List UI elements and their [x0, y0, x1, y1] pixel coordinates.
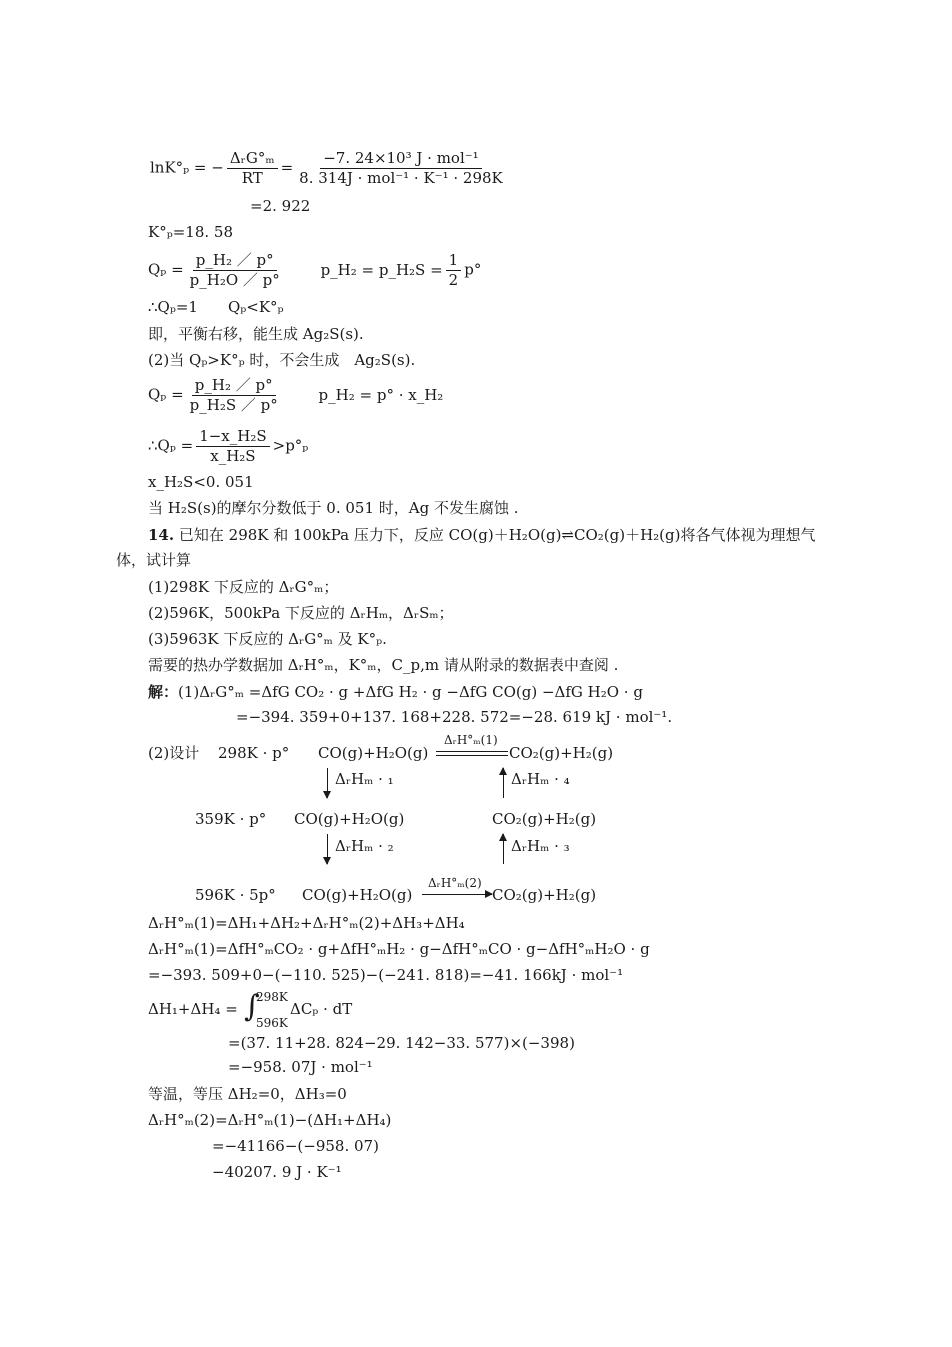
problem-14-note: 需要的热办学数据加 ΔᵣH°ₘ，K°ₘ，C_p,m 请从附录的数据表中查阅 . — [148, 656, 619, 674]
eq-lnkp-lhs: lnK°ₚ = − — [150, 158, 224, 177]
cycle-r1-arrow-label: ΔᵣH°ₘ(1) — [444, 733, 498, 747]
eq-xh2s-limit: x_H₂S<0. 051 — [148, 473, 254, 491]
text-isothermal: 等温，等压 ΔH₂=0，ΔH₃=0 — [148, 1085, 347, 1103]
text-conclusion-2: 当 H₂S(s)的摩尔分数低于 0. 051 时，Ag 不发生腐蚀 . — [148, 499, 519, 517]
eq-qp-compare: ∴Qₚ=1 Qₚ<K°ₚ — [148, 298, 284, 316]
eq-dh2-result: −40207. 9 J · K⁻¹ — [212, 1163, 342, 1181]
cycle-state-1: 298K · p° — [218, 744, 290, 762]
integral-lower-limit: 596K — [256, 1016, 288, 1030]
cycle-r2-reactants: CO(g)+H₂O(g) — [294, 810, 405, 828]
eq-hess-sum: ΔᵣH°ₘ(1)=ΔH₁+ΔH₂+ΔᵣH°ₘ(2)+ΔH₃+ΔH₄ — [148, 914, 465, 932]
solution-part1-result: =−394. 359+0+137. 168+228. 572=−28. 619 kJ · mol⁻¹. — [236, 708, 673, 726]
eq-integral-result: =−958. 07J · mol⁻¹ — [228, 1058, 373, 1076]
eq-integral-values: =(37. 11+28. 824−29. 142−33. 577)×(−398) — [228, 1034, 575, 1052]
problem-14-part3: (3)5963K 下反应的 ΔᵣG°ₘ 及 K°ₚ. — [148, 630, 387, 648]
fraction-dg-rt: $\frac{\text{ΔᵣG°ₘ}}{RT}$ — [227, 150, 278, 187]
cycle-r3-arrow-label: ΔᵣH°ₘ(2) — [428, 876, 482, 890]
solution-part1: 解：(1)ΔᵣG°ₘ =ΔfG CO₂ · g +ΔfG H₂ · g −ΔfG CO(g) −ΔfG H₂O · g — [148, 683, 643, 701]
problem-14-continuation: 体，试计算 — [116, 551, 192, 569]
cycle-label: (2)设计 — [148, 744, 200, 762]
cycle-dh3: ΔᵣHₘ · ₃ — [511, 837, 570, 855]
eq-dh2-values: =−41166−(−958. 07) — [212, 1137, 379, 1155]
eq-formation-result: =−393. 509+0−(−110. 525)−(−241. 818)=−41. 166kJ · mol⁻¹ — [148, 966, 624, 984]
arrow-down-2 — [327, 834, 328, 864]
arrow-up-3 — [503, 834, 504, 864]
cycle-r1-reactants: CO(g)+H₂O(g) — [318, 744, 429, 762]
text-conclusion-1: 即，平衡右移，能生成 Ag₂S(s). — [148, 325, 364, 343]
cycle-dh1: ΔᵣHₘ · ₁ — [335, 770, 394, 788]
cycle-r3-arrow — [422, 894, 492, 895]
eq-formation-enthalpies: ΔᵣH°ₘ(1)=ΔfH°ₘCO₂ · g+ΔfH°ₘH₂ · g−ΔfH°ₘCO · g−ΔfH°ₘH₂O · g — [148, 940, 650, 958]
cycle-r2-products: CO₂(g)+H₂(g) — [492, 810, 597, 828]
eq-kp-value: K°ₚ=18. 58 — [148, 223, 233, 241]
eq-dh2: ΔᵣH°ₘ(2)=ΔᵣH°ₘ(1)−(ΔH₁+ΔH₄) — [148, 1111, 392, 1129]
fraction-values: $\frac{\text{−7. 24×10³ J · mol⁻¹}}{\text{8. 314J · mol⁻¹ · K⁻¹ · 298K}}$ — [299, 149, 503, 187]
cycle-state-2: 359K · p° — [195, 810, 267, 828]
eq-lnkp: lnK°ₚ = − $\frac{\text{ΔᵣG°ₘ}}{RT}$ = $\frac{\text{−7. 24×10³ J · mol⁻¹}}{\text{8. 314J · mol⁻¹ · K⁻¹ · 298K}}$ — [150, 150, 509, 187]
arrow-down-1 — [327, 768, 328, 798]
eq-lnkp-result: =2. 922 — [250, 197, 311, 215]
cycle-r3-reactants: CO(g)+H₂O(g) — [302, 886, 413, 904]
eq-qp-definition-2: Qₚ = $\frac{\text{p\_H₂ ／ p°}}{\text{p\_H₂S ／ p°}}$ p_H₂ = p° · x_H₂ — [148, 376, 444, 414]
cycle-dh4: ΔᵣHₘ · ₄ — [511, 770, 570, 788]
cycle-state-3: 596K · 5p° — [195, 886, 276, 904]
cycle-r1-products: CO₂(g)+H₂(g) — [509, 744, 614, 762]
problem-14-statement: 14. 已知在 298K 和 100kPa 压力下，反应 CO(g)＋H₂O(g)⇌CO₂(g)＋H₂(g)将各气体视为理想气 — [148, 526, 816, 544]
problem-14-part2: (2)596K，500kPa 下反应的 ΔᵣHₘ，ΔᵣSₘ； — [148, 604, 454, 622]
cycle-r1-equal-arrow — [436, 751, 508, 756]
text-part-2: (2)当 Qₚ>K°ₚ 时，不会生成 Ag₂S(s). — [148, 351, 416, 369]
problem-14-part1: (1)298K 下反应的 ΔᵣG°ₘ； — [148, 578, 339, 596]
integral-sign: ∫ — [244, 989, 260, 1024]
arrow-up-4 — [503, 768, 504, 798]
solution-label: 解： — [148, 683, 179, 701]
eq-qp-inequality: ∴Qₚ = $\frac{\text{1−x\_H₂S}}{\text{x\_H₂S}}$ >p°ₚ — [148, 427, 309, 465]
cycle-r3-products: CO₂(g)+H₂(g) — [492, 886, 597, 904]
integral-upper-limit: 298K — [256, 990, 288, 1004]
problem-number: 14. — [148, 526, 175, 544]
cycle-dh2: ΔᵣHₘ · ₂ — [335, 837, 394, 855]
eq-qp-definition: Qₚ = $\frac{\text{p\_H₂ ／ p°}}{\text{p\_H₂O ／ p°}}$ p_H₂ = p_H₂S = $\frac{1}{2}$ p° — [148, 251, 482, 289]
